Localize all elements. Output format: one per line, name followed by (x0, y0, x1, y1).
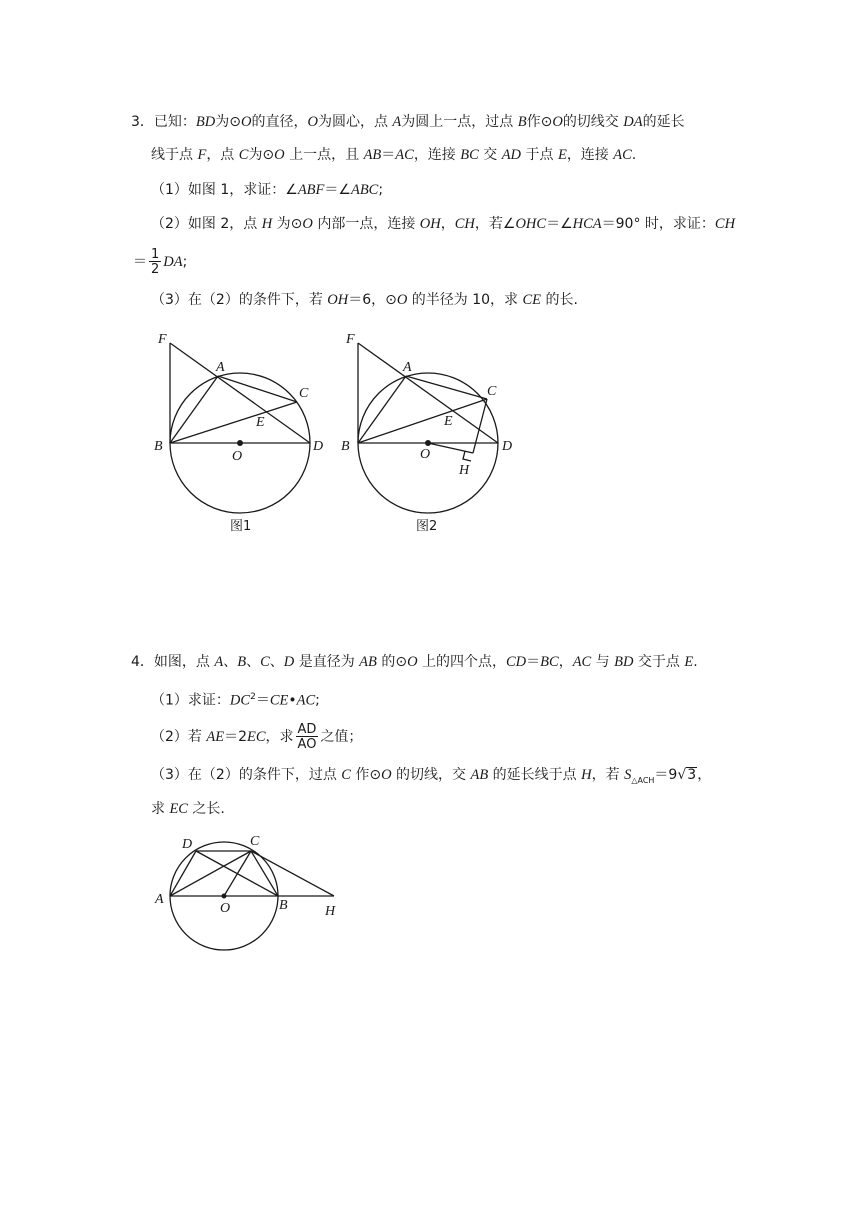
text-run: F (197, 147, 207, 163)
text-run: （3）在（2）的条件下，过点 (151, 767, 342, 783)
text-run: 如图，点 (153, 654, 215, 670)
text-run: B (237, 654, 247, 670)
text-run: 上一点，且 (284, 147, 364, 163)
text-run: DA (623, 114, 643, 130)
text-run: AE (206, 729, 225, 745)
p4-label-C: C (250, 834, 260, 849)
fig2-label-C: C (487, 384, 497, 399)
text-run: 为⊙ (248, 147, 275, 163)
text-run: ＝∠ (324, 182, 351, 198)
text-run: CH (714, 216, 736, 232)
text-run: ; (378, 182, 384, 198)
fig2-label-D: D (502, 439, 513, 454)
text-run: 2 (250, 692, 256, 702)
text-run: ＝2 (224, 729, 247, 745)
text-run: O (241, 114, 252, 130)
fig1-label-C: C (299, 386, 309, 401)
text-run: OH (419, 216, 441, 232)
text-run: 为圆心，点 (317, 114, 393, 130)
text-run: HCA (572, 216, 602, 232)
text-run: OHC (515, 216, 547, 232)
text-run: O (396, 292, 408, 308)
text-run: ，若 (591, 767, 625, 783)
text-run: O (274, 147, 285, 163)
text-run: ， (558, 654, 573, 670)
text-run: 、 (246, 654, 261, 670)
text-run: 的半径为 10，求 (407, 292, 523, 308)
p4-segment-AC (170, 851, 251, 896)
text-run: AD (501, 147, 522, 163)
text-run: C (238, 147, 249, 163)
fig2-label-E: E (444, 414, 453, 429)
text-run: 作⊙ (350, 767, 382, 783)
fig2-label-O: O (420, 447, 431, 462)
text-run: ＝∠ (546, 216, 573, 232)
text-run: AC (395, 147, 414, 163)
text-run: CE (269, 692, 289, 709)
text-run: ABF (297, 182, 325, 198)
text-run: 之长. (187, 801, 225, 817)
text-run: EC (169, 801, 188, 817)
fig2-caption: 图2 (416, 519, 438, 534)
p4-segment-OC (224, 851, 251, 896)
text-run: ＝6，⊙ (348, 292, 397, 308)
text-run: 、 (223, 654, 238, 670)
text-run: CD (506, 654, 527, 670)
text-run: BC (540, 654, 559, 670)
text-run: 与 (591, 654, 615, 670)
text-run: AC (572, 654, 592, 670)
text-run: ，连接 (413, 147, 461, 163)
text-run: O (381, 767, 392, 783)
text-run: ，求 (265, 729, 294, 745)
fig1-label-B: B (154, 439, 163, 454)
text-run: （1）如图 1，求证：∠ (151, 182, 298, 198)
text-run: ＝ (526, 654, 541, 670)
text-run: 线于点 (151, 147, 198, 163)
text-run: （3）在（2）的条件下，若 (151, 292, 328, 308)
fig2-label-F: F (346, 332, 355, 347)
fig1-label-A: A (216, 360, 225, 375)
text-run: B (517, 114, 527, 130)
text-run: 的⊙ (376, 654, 408, 670)
text-run: EC (247, 729, 266, 745)
fig2-label-A: A (403, 360, 412, 375)
text-run: （2）若 (151, 729, 207, 745)
text-run: ＝ (381, 147, 396, 163)
text-run: A (214, 654, 224, 670)
text-run: （2）如图 2，点 (151, 216, 262, 232)
text-run: 求 (151, 801, 170, 817)
text-run: AB (470, 767, 489, 783)
text-run: 的切线交 (562, 114, 624, 130)
text-run: BC (460, 147, 479, 163)
text-run: A (392, 114, 402, 130)
problem3-number: 3． (131, 114, 154, 130)
p4-label-D: D (182, 837, 193, 852)
text-run: 1 (151, 247, 160, 262)
text-run: AB (363, 147, 382, 163)
text-run: 交于点 (633, 654, 685, 670)
text-run: ， (440, 216, 455, 232)
text-run: △ACH (631, 775, 655, 785)
sqrt-symbol: √ (677, 767, 687, 783)
text-run: ＝ (133, 254, 147, 270)
text-run: ， (697, 767, 712, 783)
text-run: AC (296, 692, 316, 709)
text-run: ，点 (206, 147, 239, 163)
text-run: • (288, 692, 297, 709)
fig1-label-F: F (158, 332, 167, 347)
text-run: E (557, 147, 567, 163)
text-run: 已知： (153, 114, 196, 130)
text-run: 的直径， (251, 114, 308, 130)
text-run: 作⊙ (526, 114, 553, 130)
text-run: DC (229, 692, 251, 709)
text-run: O (302, 216, 313, 232)
text-run: 的延长线于点 (488, 767, 582, 783)
text-run: O (307, 114, 318, 130)
text-run: ＝90° 时，求证： (601, 216, 715, 232)
text-run: . (631, 147, 637, 163)
p4-tangent-CH (251, 851, 334, 896)
text-run: 为⊙ (215, 114, 241, 130)
fig1-label-O: O (232, 449, 243, 464)
text-run: 3 (687, 767, 697, 783)
text-run: AO (297, 737, 317, 752)
text-run: ; (182, 254, 188, 270)
text-run: 的切线，交 (391, 767, 471, 783)
p4-label-H: H (325, 904, 336, 919)
text-run: ＝9 (654, 767, 678, 783)
text-run: 的长. (541, 292, 578, 308)
text-run: . (693, 654, 698, 670)
fig1-caption: 图1 (230, 519, 252, 534)
text-run: S (624, 767, 632, 783)
text-run: C (260, 654, 270, 670)
text-run: 于点 (521, 147, 558, 163)
text-run: E (684, 654, 694, 670)
text-run: AB (359, 654, 377, 670)
text-run: BD (195, 114, 216, 130)
p4-center-dot (222, 894, 227, 899)
text-run: C (341, 767, 351, 783)
fig1-label-D: D (313, 439, 324, 454)
text-run: H (261, 216, 273, 232)
text-run: H (581, 767, 592, 783)
text-run: 是直径为 (294, 654, 360, 670)
text-run: O (407, 654, 418, 670)
text-run: 2 (151, 262, 160, 277)
p4-label-O: O (220, 901, 231, 916)
text-run: CE (522, 292, 542, 308)
problem4-number: 4． (131, 654, 154, 670)
text-run: 之值； (320, 729, 363, 745)
text-run: 内部一点，连接 (312, 216, 420, 232)
text-run: DA (163, 254, 183, 270)
text-run: ＝ (255, 692, 270, 709)
text-run: BD (614, 654, 634, 670)
fig1-label-E: E (256, 415, 265, 430)
text-run: 的延长 (642, 114, 685, 130)
text-run: 为圆上一点，过点 (401, 114, 518, 130)
text-run: O (552, 114, 563, 130)
text-run: 交 (478, 147, 502, 163)
text-run: ABC (350, 182, 379, 198)
text-run: AD (297, 722, 317, 737)
text-run: （1）求证： (151, 692, 230, 709)
text-run: 为⊙ (272, 216, 303, 232)
text-run: CH (454, 216, 475, 232)
fig2-label-H: H (459, 463, 470, 478)
fig2-label-B: B (341, 439, 350, 454)
p4-label-A: A (155, 892, 164, 907)
p4-label-B: B (279, 898, 288, 913)
text-run: ，若∠ (474, 216, 516, 232)
text-run: ，连接 (566, 147, 614, 163)
text-run: 上的四个点， (417, 654, 506, 670)
text-run: 、 (269, 654, 284, 670)
text-run: AC (613, 147, 632, 163)
text-run: ; (315, 692, 320, 709)
text-run: OH (327, 292, 349, 308)
text-run: D (283, 654, 295, 670)
